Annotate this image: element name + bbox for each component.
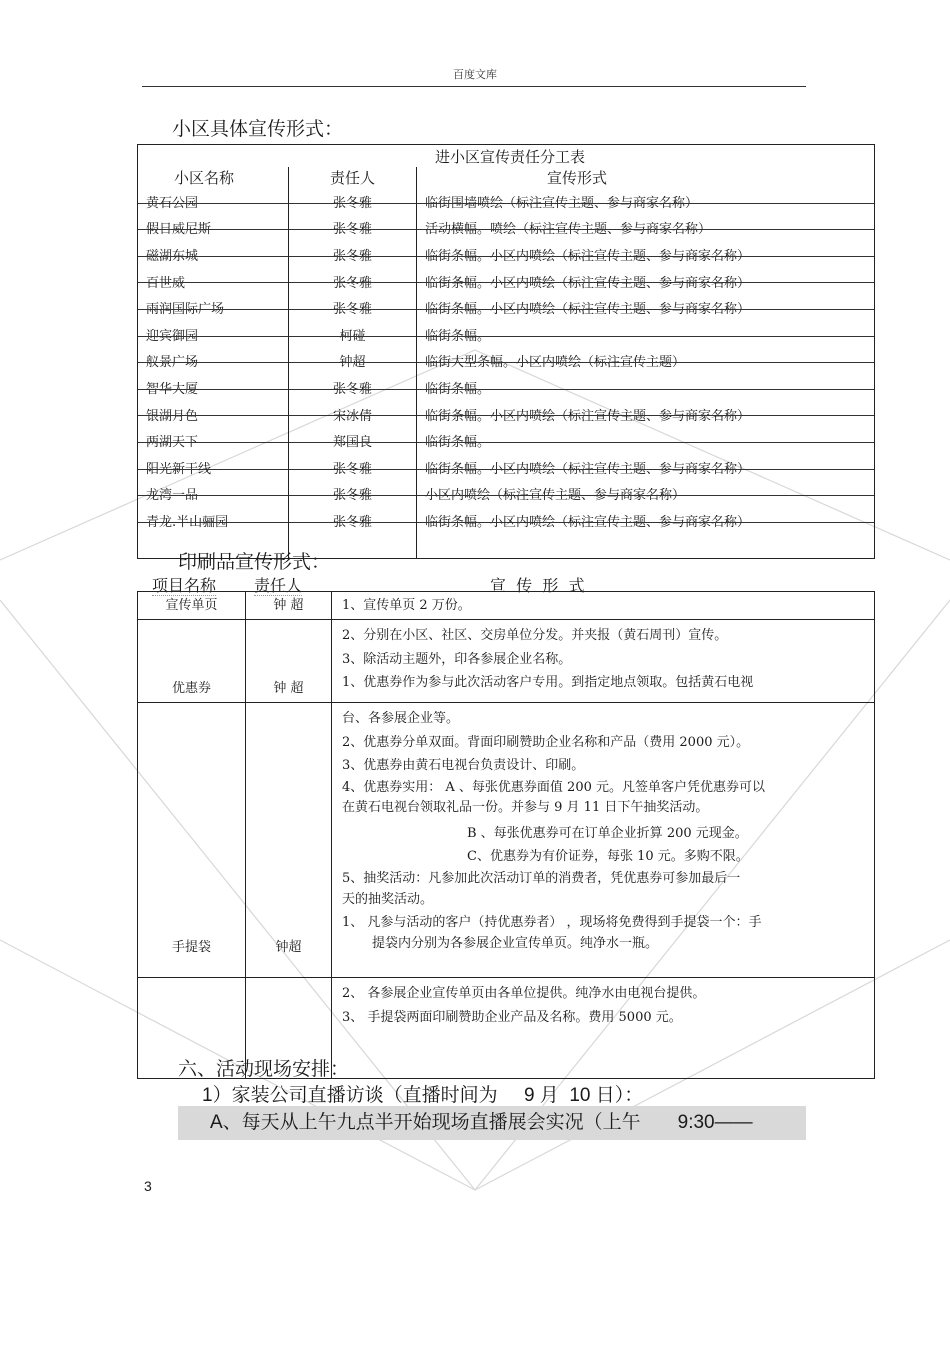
form-cell: 临街条幅。小区内喷绘（标注宣传主题、参与商家名称） — [417, 454, 875, 481]
community-row — [138, 481, 875, 508]
community-row — [138, 268, 875, 295]
responsible-cell: 郑国良 — [289, 427, 417, 454]
community-row — [138, 401, 875, 428]
community-row — [138, 507, 875, 534]
community-name-cell: 假日威尼斯 — [138, 215, 289, 242]
community-row — [138, 374, 875, 401]
community-row — [138, 427, 875, 454]
responsible-cell: 柯碰 — [289, 321, 417, 348]
community-name-cell: 舣景广场 — [138, 348, 289, 375]
section-site-highlight: A、每天从上午九点半开始现场直播展会实况（上午 9:30—— — [178, 1106, 806, 1140]
responsible-cell: 张冬雅 — [289, 241, 417, 268]
community-row — [138, 188, 875, 215]
print-row-coupon — [138, 620, 875, 703]
section-site-title: 六、活动现场安排： — [178, 1058, 350, 1080]
responsible-cell: 张冬雅 — [289, 507, 417, 534]
community-table-caption: 进小区宣传责任分工表 — [138, 145, 875, 168]
section-print-title: 印刷品宣传形式： — [178, 551, 331, 573]
community-name-cell: 青龙.半山骊园 — [138, 507, 289, 534]
responsible-cell: 张冬雅 — [289, 268, 417, 295]
form-cell: 临街大型条幅。小区内喷绘（标注宣传主题） — [417, 348, 875, 375]
form-cell: 小区内喷绘（标注宣传主题、参与商家名称） — [417, 481, 875, 508]
form-cell: 临街条幅。小区内喷绘（标注宣传主题、参与商家名称） — [417, 294, 875, 321]
community-row — [138, 215, 875, 242]
print-row-extra-desc — [332, 978, 875, 1079]
desc-line: 1、宣传单页 2 万份。 — [342, 598, 471, 613]
print-row-bag — [138, 703, 875, 978]
print-row-leaflet-desc — [332, 592, 875, 620]
desc-line: 2、 各参展企业宣传单页由各单位提供。纯净水由电视台提供。 — [342, 986, 706, 1001]
community-name-cell: 两湖天下 — [138, 427, 289, 454]
print-col-header-form: 宣 传 形 式 — [490, 576, 585, 595]
col-header-form: 宣传形式 — [417, 167, 875, 188]
responsible-cell: 钟超 — [289, 348, 417, 375]
page-number: 3 — [144, 1178, 152, 1194]
print-col-header-resp-text: 责任人 — [254, 576, 303, 595]
responsible-cell: 张冬雅 — [289, 188, 417, 215]
desc-line: 5、抽奖活动：凡参加此次活动订单的消费者，凭优惠券可参加最后一 — [342, 870, 741, 886]
community-name-cell: 银湖月色 — [138, 401, 289, 428]
desc-line: 在黄石电视台领取礼品一份。并参与 9 月 11 日下午抽奖活动。 — [342, 799, 709, 815]
community-name-cell: 迎宾御园 — [138, 321, 289, 348]
desc-line: 1、优惠券作为参与此次活动客户专用。到指定地点领取。包括黄石电视 — [342, 675, 754, 690]
section-community-title — [172, 114, 343, 141]
form-cell: 临街条幅。小区内喷绘（标注宣传主题、参与商家名称） — [417, 268, 875, 295]
responsible-cell: 张冬雅 — [289, 454, 417, 481]
community-table — [137, 144, 875, 559]
responsible-cell: 宋冰倩 — [289, 401, 417, 428]
community-name-cell: 雨润国际广场 — [138, 294, 289, 321]
desc-line: 3、 手提袋两面印刷赞助企业产品及名称。费用 5000 元。 — [342, 1009, 682, 1025]
community-name-cell: 黄石公园 — [138, 188, 289, 215]
form-cell: 临街条幅。小区内喷绘（标注宣传主题、参与商家名称） — [417, 401, 875, 428]
community-name-cell: 龙湾一品 — [138, 481, 289, 508]
desc-line: 3、除活动主题外，印各参展企业名称。 — [342, 651, 572, 667]
form-cell: 临街条幅。小区内喷绘（标注宣传主题、参与商家名称） — [417, 241, 875, 268]
page-header-title: 百度文库 — [453, 68, 497, 81]
desc-line: 1、 凡参与活动的客户（持优惠券者） ，现场将免费得到手提袋一个：手 — [342, 914, 762, 930]
print-row-leaflet — [138, 592, 875, 620]
header-divider — [142, 86, 806, 87]
responsible-cell: 张冬雅 — [289, 374, 417, 401]
desc-line: 4、优惠券实用： A 、每张优惠券面值 200 元。凡签单客户凭优惠券可以 — [342, 779, 766, 795]
print-row-coupon-desc — [332, 620, 875, 703]
print-row-bag-name: 手提袋 — [138, 703, 246, 978]
responsible-cell: 张冬雅 — [289, 215, 417, 242]
print-table — [137, 591, 875, 1079]
responsible-cell: 张冬雅 — [289, 294, 417, 321]
form-cell: 临街条幅。小区内喷绘（标注宣传主题、参与商家名称） — [417, 507, 875, 534]
desc-line: 台、各参展企业等。 — [342, 711, 460, 726]
community-row — [138, 294, 875, 321]
community-name-cell: 阳光新干线 — [138, 454, 289, 481]
community-row — [138, 454, 875, 481]
responsible-cell: 张冬雅 — [289, 481, 417, 508]
print-row-bag-resp: 钟超 — [246, 703, 332, 978]
section-community-title-text: 小区具体宣传形式： — [172, 118, 344, 140]
desc-line: 3、优惠券由黄石电视台负责设计、印刷。 — [342, 758, 585, 773]
desc-line: 提袋内分别为各参展企业宣传单页。纯净水一瓶。 — [372, 935, 659, 951]
desc-line: C、优惠券为有价证券，每张 10 元。多购不限。 — [467, 849, 749, 864]
section-site-sub1: 1）家装公司直播访谈（直播时间为 9 月 10 日）： — [202, 1085, 644, 1106]
desc-line: B 、每张优惠券可在订单企业折算 200 元现金。 — [467, 825, 748, 841]
community-name-cell: 磁湖东城 — [138, 241, 289, 268]
desc-line: 天的抽奖活动。 — [342, 891, 434, 907]
print-row-leaflet-name: 宣传单页 — [138, 592, 246, 620]
form-cell: 临街围墙喷绘（标注宣传主题、参与商家名称） — [417, 188, 875, 215]
desc-line: 2、分别在小区、社区、交房单位分发。并夹报（黄石周刊）宣传。 — [342, 628, 728, 643]
print-row-leaflet-resp: 钟 超 — [246, 592, 332, 620]
form-cell: 临街条幅。 — [417, 321, 875, 348]
print-row-bag-desc — [332, 703, 875, 978]
print-row-coupon-name: 优惠券 — [138, 620, 246, 703]
form-cell: 临街条幅。 — [417, 374, 875, 401]
desc-line: 2、优惠券分单双面。背面印刷赞助企业名称和产品（费用 2000 元）。 — [342, 734, 750, 750]
print-row-coupon-resp: 钟 超 — [246, 620, 332, 703]
col-header-responsible: 责任人 — [289, 167, 417, 188]
form-cell: 活动横幅。喷绘（标注宣传主题、参与商家名称） — [417, 215, 875, 242]
community-table-header — [138, 167, 875, 188]
community-name-cell: 智华大厦 — [138, 374, 289, 401]
print-col-header-name-text: 项目名称 — [152, 576, 217, 595]
form-cell: 临街条幅。 — [417, 427, 875, 454]
community-row — [138, 348, 875, 375]
community-name-cell: 百世威 — [138, 268, 289, 295]
col-header-community: 小区名称 — [138, 167, 289, 188]
community-row — [138, 321, 875, 348]
community-row — [138, 241, 875, 268]
